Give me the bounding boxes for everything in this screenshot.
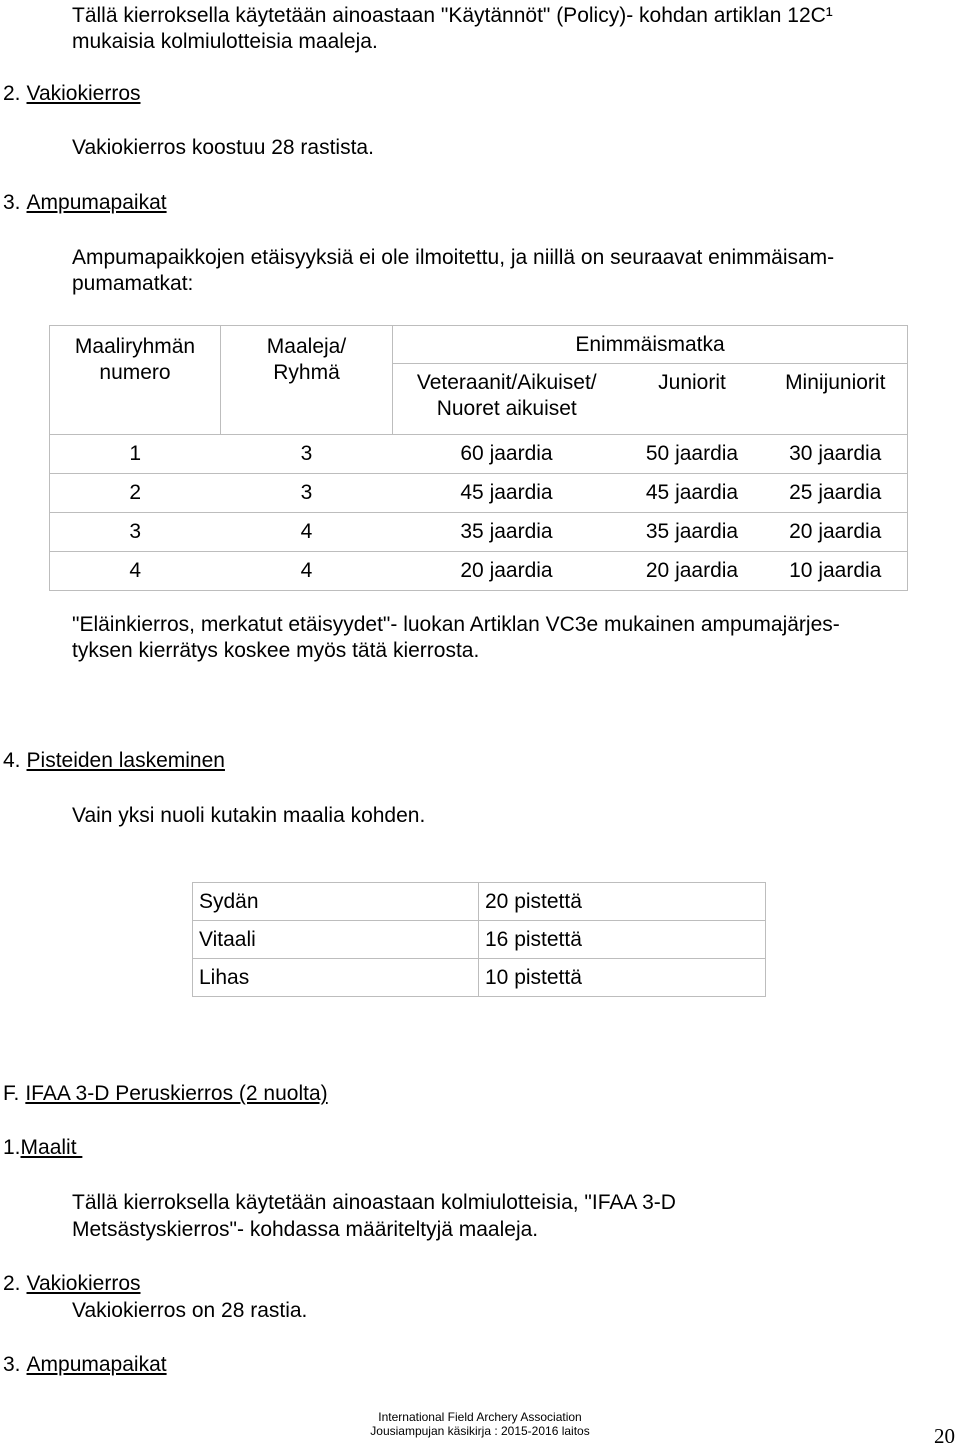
section-title: Ampumapaikat bbox=[26, 1353, 167, 1376]
table-row bbox=[50, 552, 908, 591]
cell-veterans: 60 jaardia bbox=[393, 435, 621, 474]
footer-manual-edition: Jousiampujan käsikirja : 2015-2016 laitos bbox=[370, 1424, 590, 1438]
cell-targets: 3 bbox=[221, 474, 393, 513]
cell-points: 20 pistettä bbox=[479, 883, 766, 921]
page-number: 20 bbox=[934, 1424, 955, 1448]
paragraph-maalit-line-2: Metsästyskierros"- kohdassa määriteltyjä maaleja. bbox=[72, 1218, 539, 1241]
intro-line-2: mukaisia kolmiulotteisia maaleja. bbox=[72, 30, 378, 53]
score-table bbox=[192, 882, 766, 997]
cell-zone: Sydän bbox=[193, 883, 479, 921]
cell-veterans: 20 jaardia bbox=[393, 552, 621, 591]
section-heading-ampumapaikat-2 bbox=[3, 1352, 167, 1378]
cell-juniors: 50 jaardia bbox=[621, 435, 764, 474]
header-mini-juniors: Minijuniorit bbox=[764, 364, 908, 435]
cell-juniors: 35 jaardia bbox=[621, 513, 764, 552]
table-row bbox=[50, 435, 908, 474]
paragraph-vakiokierros: Vakiokierros koostuu 28 rastista. bbox=[72, 136, 374, 159]
cell-minis: 10 jaardia bbox=[764, 552, 908, 591]
section-title: Maalit bbox=[20, 1136, 83, 1159]
note-line-1: "Eläinkierros, merkatut etäisyydet"- luokan Artiklan VC3e mukainen ampumajärjes- bbox=[72, 613, 840, 636]
section-heading-vakiokierros bbox=[3, 81, 141, 107]
cell-targets: 3 bbox=[221, 435, 393, 474]
paragraph-vakiokierros-2: Vakiokierros on 28 rastia. bbox=[72, 1299, 308, 1322]
header-juniors: Juniorit bbox=[658, 371, 726, 394]
cell-minis: 25 jaardia bbox=[764, 474, 908, 513]
cell-minis: 20 jaardia bbox=[764, 513, 908, 552]
paragraph-maalit-line-1: Tällä kierroksella käytetään ainoastaan kolmiulotteisia, "IFAA 3-D bbox=[72, 1191, 676, 1214]
section-number: F. bbox=[3, 1082, 20, 1105]
section-number: 2. bbox=[3, 1272, 21, 1295]
table-row bbox=[193, 959, 766, 997]
cell-veterans: 45 jaardia bbox=[393, 474, 621, 513]
cell-juniors: 20 jaardia bbox=[621, 552, 764, 591]
cell-targets: 4 bbox=[221, 552, 393, 591]
cell-points: 16 pistettä bbox=[479, 921, 766, 959]
section-title: Pisteiden laskeminen bbox=[26, 749, 225, 772]
cell-juniors: 45 jaardia bbox=[621, 474, 764, 513]
section-number: 1. bbox=[3, 1136, 21, 1159]
section-title: Vakiokierros bbox=[26, 82, 141, 105]
section-heading-ampumapaikat bbox=[3, 190, 167, 216]
table-row bbox=[50, 474, 908, 513]
header-text: Veteraanit/Aikuiset/ bbox=[416, 371, 597, 394]
note-line-2: tyksen kierrätys koskee myös tätä kierrosta. bbox=[72, 639, 480, 662]
header-group-number bbox=[50, 326, 221, 435]
intro-line-1: Tällä kierroksella käytetään ainoastaan "Käytännöt" (Policy)- kohdan artiklan 12C¹ bbox=[72, 4, 833, 27]
header-text: Nuoret aikuiset bbox=[436, 397, 577, 420]
paragraph-ampumapaikat-line-2: pumamatkat: bbox=[72, 272, 194, 295]
footer-organization: International Field Archery Association bbox=[378, 1410, 582, 1424]
section-number: 3. bbox=[3, 191, 21, 214]
cell-veterans: 35 jaardia bbox=[393, 513, 621, 552]
cell-group: 1 bbox=[50, 435, 221, 474]
table-header-row bbox=[50, 326, 908, 364]
section-number: 2. bbox=[3, 82, 21, 105]
cell-group: 3 bbox=[50, 513, 221, 552]
section-number: 3. bbox=[3, 1353, 21, 1376]
header-text: Maaleja/ bbox=[266, 335, 347, 358]
paragraph-scoring: Vain yksi nuoli kutakin maalia kohden. bbox=[72, 804, 426, 827]
header-text: Maaliryhmän bbox=[74, 335, 196, 358]
header-veterans-adults bbox=[393, 364, 621, 435]
cell-minis: 30 jaardia bbox=[764, 435, 908, 474]
cell-points: 10 pistettä bbox=[479, 959, 766, 997]
header-max-distance: Enimmäismatka bbox=[393, 326, 908, 364]
header-text: numero bbox=[99, 361, 171, 384]
section-heading-pisteiden-laskeminen bbox=[3, 748, 225, 774]
cell-group: 4 bbox=[50, 552, 221, 591]
section-number: 4. bbox=[3, 749, 21, 772]
table-row bbox=[193, 883, 766, 921]
section-title: Vakiokierros bbox=[26, 1272, 141, 1295]
table-row bbox=[50, 513, 908, 552]
table-row bbox=[193, 921, 766, 959]
paragraph-ampumapaikat-line-1: Ampumapaikkojen etäisyyksiä ei ole ilmoitettu, ja niillä on seuraavat enimmäisam- bbox=[72, 246, 835, 269]
section-heading-maalit bbox=[3, 1135, 82, 1161]
header-targets-per-group bbox=[221, 326, 393, 435]
section-title: Ampumapaikat bbox=[26, 191, 167, 214]
section-heading-ifaa-3d bbox=[3, 1081, 328, 1107]
header-text: Ryhmä bbox=[273, 361, 340, 384]
max-distance-table bbox=[49, 325, 908, 591]
cell-zone: Vitaali bbox=[193, 921, 479, 959]
cell-targets: 4 bbox=[221, 513, 393, 552]
cell-group: 2 bbox=[50, 474, 221, 513]
section-title: IFAA 3-D Peruskierros (2 nuolta) bbox=[25, 1082, 328, 1105]
cell-zone: Lihas bbox=[193, 959, 479, 997]
section-heading-vakiokierros-2 bbox=[3, 1271, 141, 1297]
